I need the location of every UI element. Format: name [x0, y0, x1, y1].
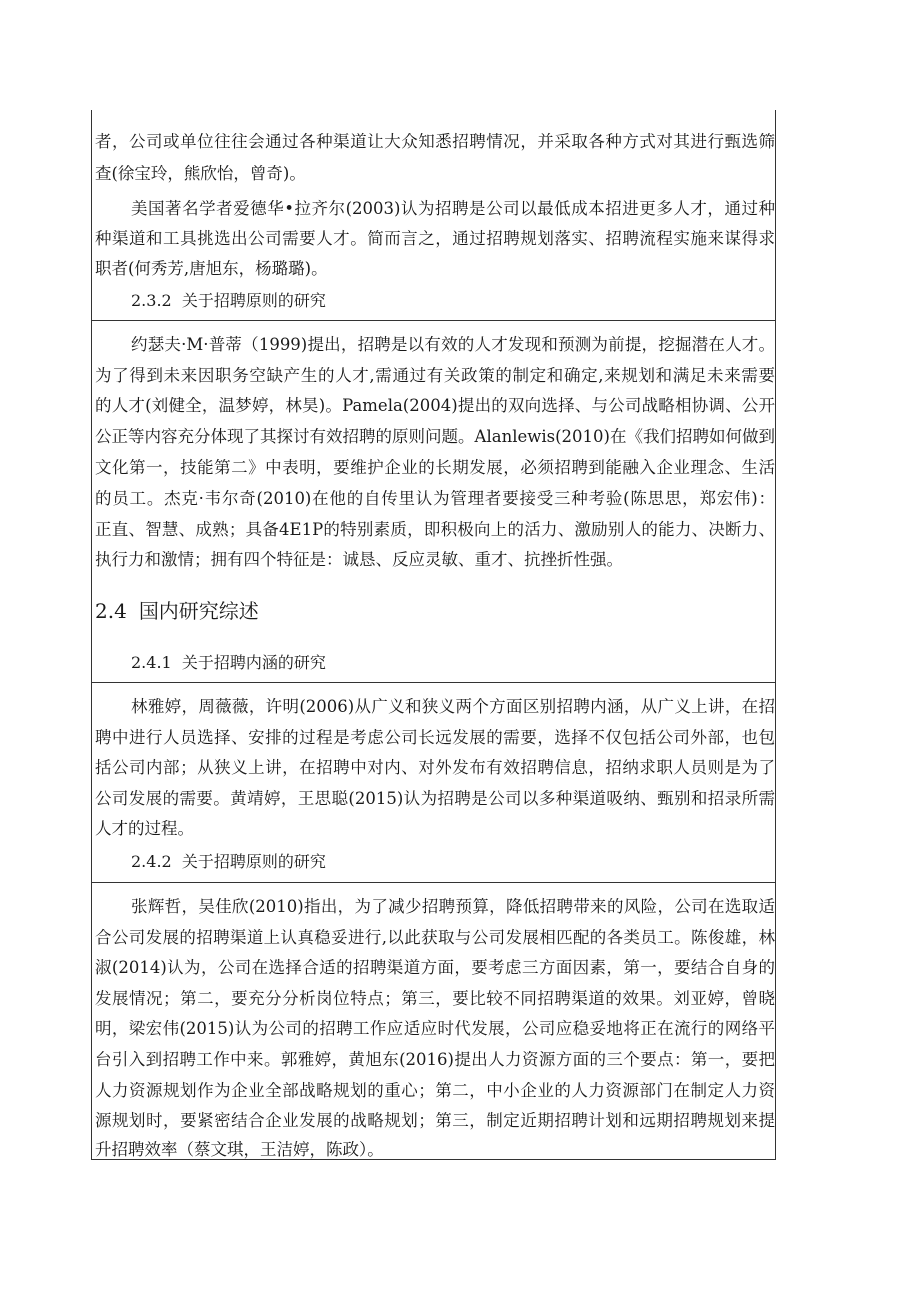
- subsection-heading-2-4-2: [131, 850, 326, 874]
- paragraph-line: 人力资源规划作为企业全部战略规划的重心；第二，中小企业的人力资源部门在制定人力资: [95, 1081, 775, 1100]
- paragraph-line: 淑(2014)认为，公司在选择合适的招聘渠道方面，要考虑三方面因素，第一，要结合自身的: [95, 958, 775, 977]
- section-title: 国内研究综述: [138, 599, 259, 623]
- paragraph-line: 源规划时，要紧密结合企业发展的战略规划；第三，制定近期招聘计划和远期招聘规划来提: [95, 1111, 775, 1130]
- paragraph-line: 林雅婷，周薇薇，许明(2006)从广义和狭义两个方面区别招聘内涵，从广义上讲，在招: [131, 697, 775, 716]
- heading-number: 2.3.2: [131, 291, 172, 310]
- paragraph-line: 约瑟夫·M·普蒂（1999)提出，招聘是以有效的人才发现和预测为前提，挖掘潜在人才。: [131, 335, 775, 354]
- table-divider: [91, 682, 776, 683]
- section-number: 2.4: [95, 599, 127, 623]
- paragraph-line: 种渠道和工具挑选出公司需要人才。简而言之，通过招聘规划落实、招聘流程实施来谋得求: [95, 229, 775, 248]
- paragraph-line: 的人才(刘健全，温梦婷，林昊)。Pamela(2004)提出的双向选择、与公司战略相协调、公开: [95, 396, 775, 415]
- paragraph-line: 的员工。杰克·韦尔奇(2010)在他的自传里认为管理者要接受三种考验(陈思思，郑宏伟)：: [95, 489, 775, 508]
- subsection-heading-2-4-1: [131, 651, 326, 675]
- paragraph-line: 文化第一，技能第二》中表明，要维护企业的长期发展，必须招聘到能融入企业理念、生活: [95, 458, 775, 477]
- paragraph-line: 明，梁宏伟(2015)认为公司的招聘工作应适应时代发展，公司应稳妥地将正在流行的网络平: [95, 1019, 775, 1038]
- paragraph-line: 正直、智慧、成熟；具备4E1P的特别素质，即积极向上的活力、激励别人的能力、决断力、: [95, 520, 775, 539]
- paragraph-line: 为了得到未来因职务空缺产生的人才,需通过有关政策的制定和确定,来规划和满足未来需要: [95, 366, 775, 385]
- heading-title: 关于招聘原则的研究: [181, 291, 326, 310]
- heading-number: 2.4.2: [131, 852, 172, 871]
- paragraph-line: 升招聘效率（蔡文琪，王洁婷，陈政）。: [95, 1140, 384, 1159]
- paragraph-line: 公正等内容充分体现了其探讨有效招聘的原则问题。Alanlewis(2010)在《我们招聘如何做到: [95, 427, 775, 446]
- paragraph-line: 台引入到招聘工作中来。郭雅婷，黄旭东(2016)提出人力资源方面的三个要点：第一，要把: [95, 1050, 775, 1069]
- table-divider: [91, 882, 776, 883]
- subsection-heading-2-3-2: [131, 289, 326, 313]
- paragraph-line: 聘中进行人员选择、安排的过程是考虑公司长远发展的需要，选择不仅包括公司外部，也包: [95, 728, 775, 747]
- heading-number: 2.4.1: [131, 653, 172, 672]
- heading-title: 关于招聘内涵的研究: [181, 653, 326, 672]
- table-divider: [91, 320, 776, 321]
- paragraph-line: 括公司内部；从狭义上讲，在招聘中对内、对外发布有效招聘信息，招纳求职人员则是为了: [95, 758, 775, 777]
- paragraph-line: 美国著名学者爱德华•拉齐尔(2003)认为招聘是公司以最低成本招进更多人才，通过种: [131, 199, 775, 218]
- paragraph-line: 者，公司或单位往往会通过各种渠道让大众知悉招聘情况，并采取各种方式对其进行甄选筛: [95, 132, 775, 151]
- paragraph-line: 发展情况；第二，要充分分析岗位特点；第三，要比较不同招聘渠道的效果。刘亚婷，曾晓: [95, 989, 775, 1008]
- paragraph-line: 公司发展的需要。黄靖婷，王思聪(2015)认为招聘是公司以多种渠道吸纳、甄别和招录所需: [95, 789, 775, 808]
- paragraph-line: 人才的过程。: [95, 819, 194, 838]
- paragraph-line: 合公司发展的招聘渠道上认真稳妥进行,以此获取与公司发展相匹配的各类员工。陈俊雄，林: [95, 928, 775, 947]
- paragraph-line: 查(徐宝玲，熊欣怡，曾奇)。: [95, 164, 306, 183]
- heading-title: 关于招聘原则的研究: [181, 852, 326, 871]
- section-heading-2-4: [95, 597, 259, 625]
- paragraph-line: 张辉哲，吴佳欣(2010)指出，为了减少招聘预算，降低招聘带来的风险，公司在选取适: [131, 897, 775, 916]
- paragraph-line: 执行力和激情；拥有四个特征是：诚恳、反应灵敏、重才、抗挫折性强。: [95, 550, 623, 569]
- paragraph-line: 职者(何秀芳,唐旭东，杨璐璐)。: [95, 259, 328, 278]
